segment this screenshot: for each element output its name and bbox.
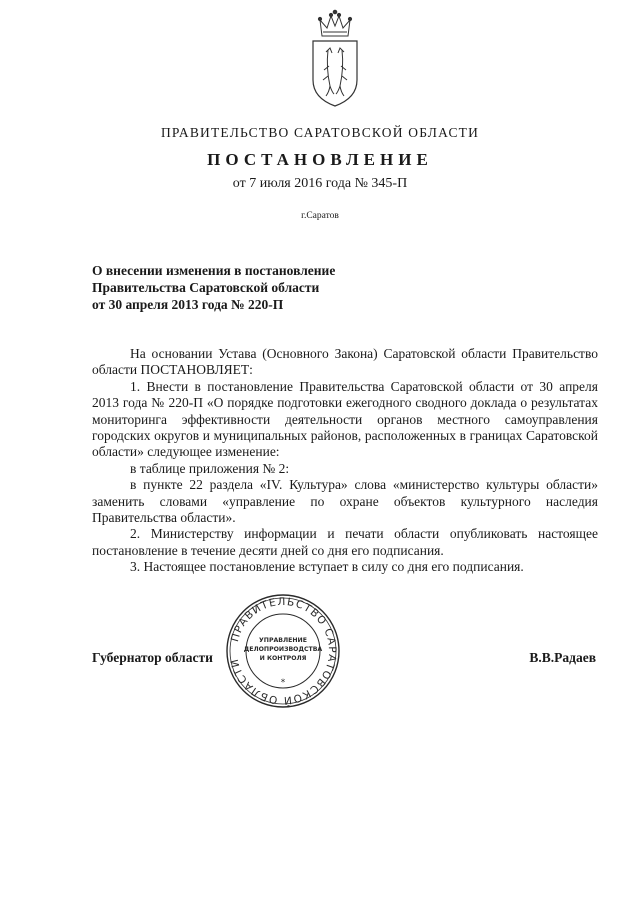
subject-line: Правительства Саратовской области [92, 280, 320, 295]
svg-text:УПРАВЛЕНИЕ: УПРАВЛЕНИЕ [259, 637, 307, 644]
document-subject [92, 262, 335, 313]
svg-text:*: * [280, 678, 286, 688]
document-body [92, 346, 598, 576]
item-3-paragraph: 3. Настоящее постановление вступает в силу со дня его подписания. [130, 559, 524, 575]
official-stamp [224, 592, 342, 710]
subject-line: О внесении изменения в постановление [92, 263, 336, 278]
svg-text:ПРАВИТЕЛЬСТВО САРАТОВСКОЙ ОБЛА: ПРАВИТЕЛЬСТВО САРАТОВСКОЙ ОБЛАСТИ [228, 595, 339, 707]
signatory-name: В.В.Радаев [529, 650, 596, 665]
subject-line: от 30 апреля 2013 года № 220-П [92, 297, 284, 312]
intro-paragraph: На основании Устава (Основного Закона) Саратовской области Правительство области ПОСТАНОВЛЯЕТ: [92, 346, 598, 378]
svg-text:И КОНТРОЛЯ: И КОНТРОЛЯ [259, 655, 307, 662]
item-1-table-paragraph: в таблице приложения № 2: [130, 460, 290, 476]
government-name: ПРАВИТЕЛЬСТВО САРАТОВСКОЙ ОБЛАСТИ [160, 125, 480, 140]
item-2-paragraph: 2. Министерству информации и печати области опубликовать настоящее постановление в течение десяти дней со дня его подписания. [92, 526, 598, 558]
signatory-position: Губернатор области [92, 650, 213, 665]
document-type: ПОСТАНОВЛЕНИЕ [207, 150, 433, 169]
item-1-change-paragraph: в пункте 22 раздела «IV. Культура» слова «министерство культуры области» заменить словами «управление по охране объектов культурного наследия Правительства области». [92, 477, 598, 526]
coat-of-arms-emblem [296, 8, 374, 110]
document-date-number: от 7 июля 2016 года № 345-П [232, 176, 408, 191]
document-city: г.Саратов [301, 211, 339, 221]
item-1-paragraph: 1. Внести в постановление Правительства Саратовской области от 30 апреля 2013 года № 220-П «О порядке подготовки ежегодного сводного доклада о результатах мониторинга эффективности деятельности органов местного самоуправления городских округов и муниципальных районов, расположенных в границах Саратовской области» следующее изменение: [92, 378, 598, 460]
svg-text:ДЕЛОПРОИЗВОДСТВА: ДЕЛОПРОИЗВОДСТВА [243, 646, 323, 653]
